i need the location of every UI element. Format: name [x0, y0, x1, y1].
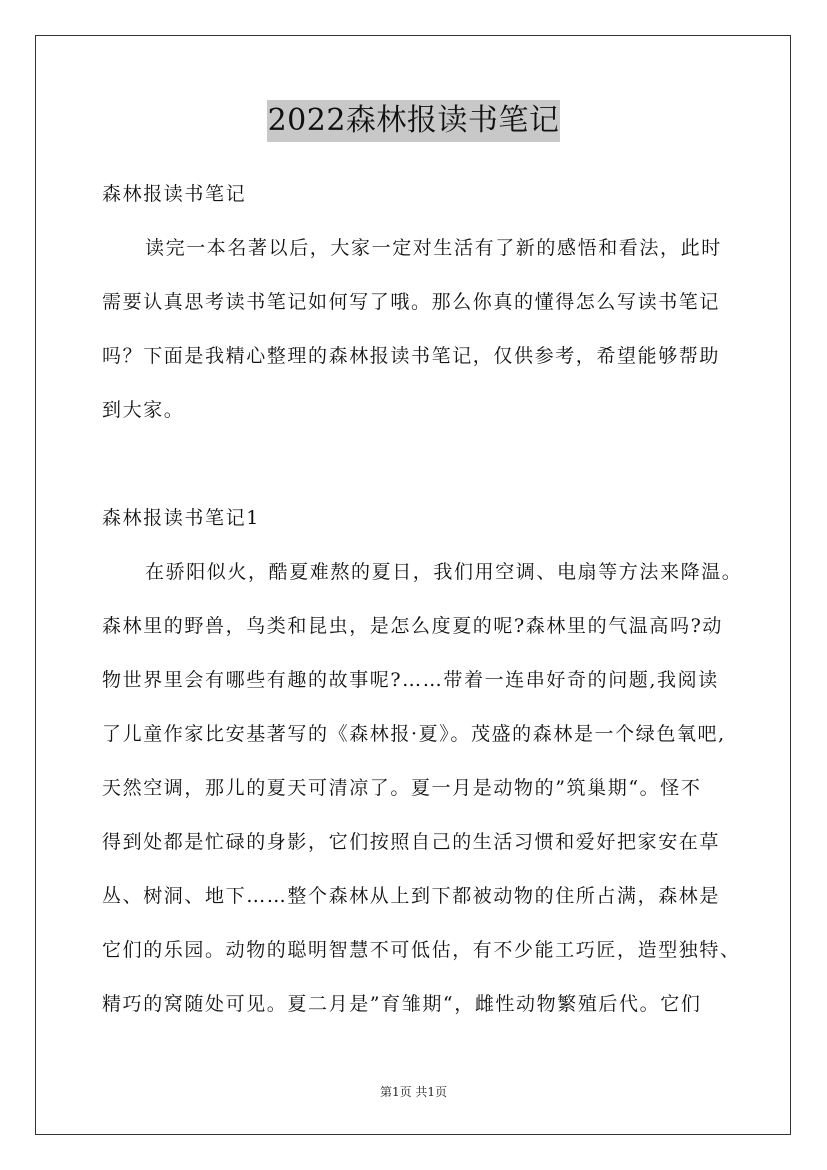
body-line: 它们的乐园。动物的聪明智慧不可低估，有不少能工巧匠，造型独特、: [102, 939, 741, 961]
section-heading: 森林报读书笔记1: [102, 507, 260, 529]
intro-line: 到大家。: [102, 399, 185, 421]
intro-line: 需要认真思考读书笔记如何写了哦。那么你真的懂得怎么写读书笔记: [102, 291, 721, 313]
page-footer: 第1页 共1页: [379, 1085, 448, 1099]
title-wrap: [0, 100, 827, 142]
intro-line: 吗？下面是我精心整理的森林报读书笔记，仅供参考，希望能够帮助: [102, 345, 721, 367]
body-line: 得到处都是忙碌的身影，它们按照自己的生活习惯和爱好把家安在草: [102, 831, 721, 853]
subtitle: 森林报读书笔记: [102, 183, 247, 205]
body-line: 森林里的野兽，鸟类和昆虫，是怎么度夏的呢?森林里的气温高吗?动: [102, 615, 723, 637]
body-line: 了儿童作家比安基著写的《森林报·夏》。茂盛的森林是一个绿色氧吧,: [102, 723, 726, 745]
intro-line: 读完一本名著以后，大家一定对生活有了新的感悟和看法，此时: [145, 237, 722, 259]
body-line: 物世界里会有哪些有趣的故事呢?……带着一连串好奇的问题,我阅读: [102, 669, 719, 691]
document-title: 2022森林报读书笔记: [267, 100, 561, 142]
body-line: 在骄阳似火，酷夏难熬的夏日，我们用空调、电扇等方法来降温。: [145, 561, 743, 583]
body-line: 丛、树洞、地下……整个森林从上到下都被动物的住所占满，森林是: [102, 885, 721, 907]
body-line: 天然空调，那儿的夏天可清凉了。夏一月是动物的”筑巢期“。怪不: [102, 777, 702, 799]
body-line: 精巧的窝随处可见。夏二月是”育雏期“，雌性动物繁殖后代。它们: [102, 993, 702, 1015]
